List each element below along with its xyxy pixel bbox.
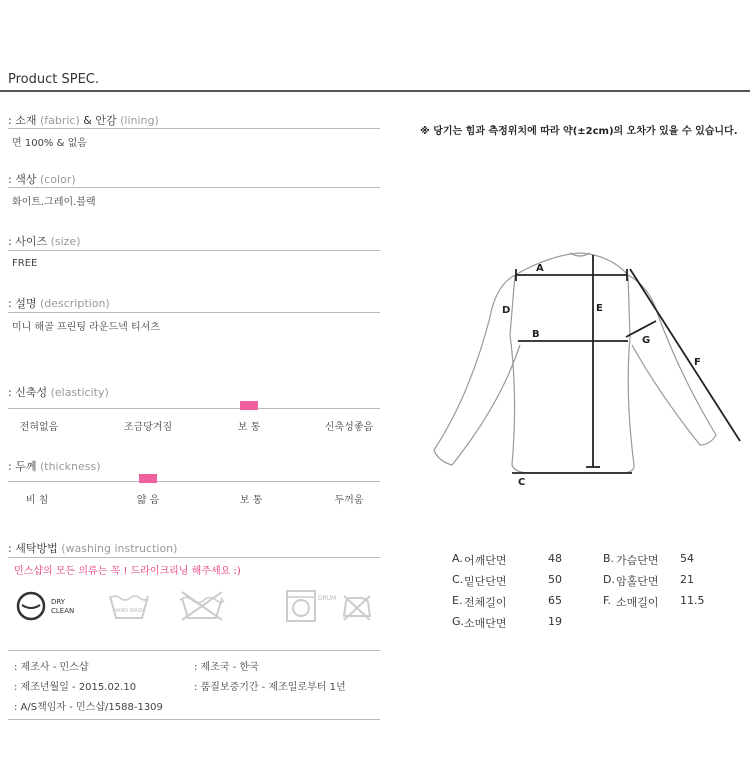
dry-clean-icon [16, 588, 80, 624]
description-label-ko: : 설명 [8, 297, 37, 310]
thickness-option-0: 비 침 [25, 495, 49, 506]
title-divider [0, 90, 750, 92]
drum-text: DRUM [318, 595, 337, 602]
washing-label-en: (washing instruction) [61, 542, 178, 555]
fabric-label-en: (fabric) [39, 114, 80, 127]
washing-note: 민스샵의 모든 의류는 꼭 ! 드라이크리닝 해주세요 :) [14, 566, 241, 577]
fabric-divider [8, 128, 380, 129]
washing-divider [8, 557, 380, 558]
measurement-code: G. [452, 615, 465, 628]
hand-wash-icon [106, 588, 152, 624]
page-title: Product SPEC. [8, 72, 100, 87]
measurement-value: 48 [548, 552, 562, 565]
label-g: G [642, 335, 651, 346]
size-label [8, 233, 81, 249]
info-country: : 제조국 - 한국 [194, 662, 259, 673]
measurement-name: 어깨단면 [464, 554, 507, 567]
washing-label-ko: : 세탁방법 [8, 542, 58, 555]
description-label [8, 295, 110, 311]
dry-clean-text-1: DRY [51, 598, 66, 606]
thickness-label-en: (thickness) [39, 460, 101, 473]
hand-wash-text: HAND WASH [113, 608, 145, 614]
size-label-en: (size) [50, 235, 81, 248]
thickness-option-3: 두꺼움 [334, 495, 364, 506]
measurement-value: 50 [548, 573, 562, 586]
shirt-outline [434, 253, 716, 473]
measurement-value: 54 [680, 552, 694, 565]
color-divider [8, 187, 380, 188]
elasticity-option-3: 신축성좋음 [324, 422, 374, 433]
size-label-ko: : 사이즈 [8, 235, 48, 248]
label-c: C [518, 477, 526, 488]
size-value: FREE [12, 258, 38, 269]
measurement-name: 소매단면 [464, 617, 507, 630]
color-label-ko: : 색상 [8, 173, 37, 186]
label-b: B [532, 329, 540, 340]
label-f: F [694, 357, 701, 368]
label-a: A [536, 263, 544, 274]
lining-label-ko: 안감 [95, 114, 117, 127]
elasticity-marker [240, 401, 258, 410]
elasticity-option-1: 조금당겨짐 [123, 422, 173, 433]
drum-icon [285, 588, 337, 624]
elasticity-option-2: 보 통 [237, 422, 261, 433]
thickness-marker [139, 474, 157, 483]
lining-label-en: (lining) [120, 114, 159, 127]
size-divider [8, 250, 380, 251]
thickness-label-ko: : 두께 [8, 460, 37, 473]
line-f [630, 269, 740, 441]
description-value: 미니 해골 프린팅 라운드넥 티셔츠 [12, 322, 160, 333]
color-label [8, 171, 76, 187]
measurement-code: D. [603, 573, 615, 586]
label-e: E [596, 303, 603, 314]
garment-diagram [410, 245, 750, 495]
color-value: 화이트.그레이.블랙 [12, 197, 96, 208]
measurement-name: 암홀단면 [616, 575, 659, 588]
washing-label [8, 540, 177, 556]
measurement-notice: ※ 당기는 힘과 측정위치에 따라 약(±2cm)의 오차가 있을 수 있습니다. [420, 126, 738, 137]
fabric-label [8, 112, 159, 128]
measurement-name: 가슴단면 [616, 554, 659, 567]
color-label-en: (color) [39, 173, 76, 186]
measurement-value: 65 [548, 594, 562, 607]
dry-clean-text-2: CLEAN [51, 607, 75, 615]
measurement-code: E. [452, 594, 463, 607]
measurement-name: 밑단단면 [464, 575, 507, 588]
info-date: : 제조년월일 - 2015.02.10 [14, 682, 137, 693]
fabric-label-ko: : 소재 [8, 114, 37, 127]
elasticity-label-en: (elasticity) [50, 386, 109, 399]
measurement-code: F. [603, 594, 612, 607]
measurement-lines [512, 255, 740, 473]
thickness-option-2: 보 통 [239, 495, 263, 506]
measurement-code: C. [452, 573, 464, 586]
thickness-scale-line [8, 481, 380, 482]
description-divider [8, 312, 380, 313]
fabric-value: 면 100% & 없음 [12, 138, 87, 149]
info-as: : A/S책임자 - 민스샵/1588-1309 [14, 702, 163, 713]
description-label-en: (description) [39, 297, 110, 310]
measurement-name: 전체길이 [464, 596, 507, 609]
elasticity-scale-line [8, 408, 380, 409]
elasticity-option-0: 전혀없음 [19, 422, 59, 433]
no-bleach-icon [172, 588, 232, 624]
label-d: D [502, 305, 511, 316]
elasticity-label-ko: : 신축성 [8, 386, 48, 399]
thickness-label [8, 458, 101, 474]
line-g [626, 321, 656, 337]
info-warranty: : 품질보증기간 - 제조일로부터 1년 [194, 682, 346, 693]
thickness-option-1: 얇 음 [136, 495, 160, 506]
info-maker: : 제조사 - 민스샵 [14, 662, 89, 673]
elasticity-label [8, 384, 109, 400]
fabric-amp: & [83, 114, 92, 127]
no-iron-icon [340, 588, 374, 624]
measurement-value: 19 [548, 615, 562, 628]
measurement-code: A. [452, 552, 463, 565]
measurement-name: 소매길이 [616, 596, 659, 609]
measurement-value: 11.5 [680, 594, 705, 607]
measurement-value: 21 [680, 573, 694, 586]
measurement-code: B. [603, 552, 615, 565]
